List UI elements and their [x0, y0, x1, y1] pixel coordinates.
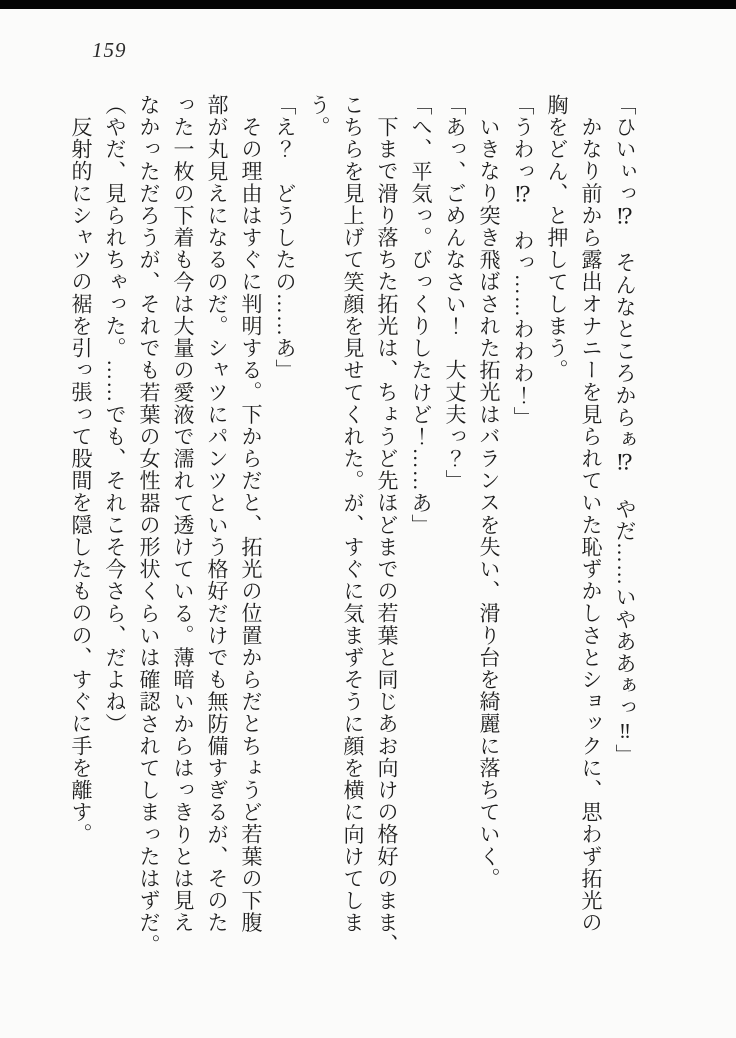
- text-column: 胸をどん、と押してしまう。: [545, 94, 569, 382]
- text-column: った一枚の下着も今は大量の愛液で濡れて透けている。薄暗いからはっきりとは見え: [171, 94, 195, 934]
- text-column: 「うわっ⁉ わっ……わわわ！」: [511, 94, 535, 429]
- text-column: 「ひいぃっ⁉ そんなところからぁ⁉ やだ……いやああぁっ‼」: [613, 94, 637, 766]
- text-column: なかっただろうが、それでも若葉の女性器の形状くらいは確認されてしまったはずだ。: [137, 94, 161, 956]
- text-column: う。: [307, 94, 331, 139]
- scan-edge-top: [0, 0, 736, 9]
- text-column: かなり前から露出オナニーを見られていた恥ずかしさとショックに、思わず拓光の: [579, 116, 603, 934]
- text-column: 下まで滑り落ちた拓光は、ちょうど先ほどまでの若葉と同じあお向けの格好のまま、: [375, 116, 399, 956]
- page-text: [64, 94, 642, 968]
- text-column: こちらを見上げて笑顔を見せてくれた。が、すぐに気まずそうに顔を横に向けてしま: [341, 94, 365, 934]
- text-column: （やだ、見られちゃった。……でも、それこそ今さら、だよね）: [103, 94, 127, 735]
- text-column: 「あっ、ごめんなさい！ 大丈夫っ？」: [443, 94, 467, 492]
- text-column: 「へ、平気っ。びっくりしたけど！……あ」: [409, 94, 433, 536]
- text-column: 「え？ どうしたの……あ」: [273, 94, 297, 382]
- text-column: その理由はすぐに判明する。下からだと、拓光の位置からだとちょうど若葉の下腹: [239, 116, 263, 934]
- page-number: 159: [92, 38, 127, 62]
- text-column: 部が丸見えになるのだ。シャツにパンツという格好だけでも無防備すぎるが、そのた: [205, 94, 229, 934]
- text-column: 反射的にシャツの裾を引っ張って股間を隠したものの、すぐに手を離す。: [69, 116, 93, 846]
- text-column: いきなり突き飛ばされた拓光はバランスを失い、滑り台を綺麗に落ちていく。: [477, 116, 501, 890]
